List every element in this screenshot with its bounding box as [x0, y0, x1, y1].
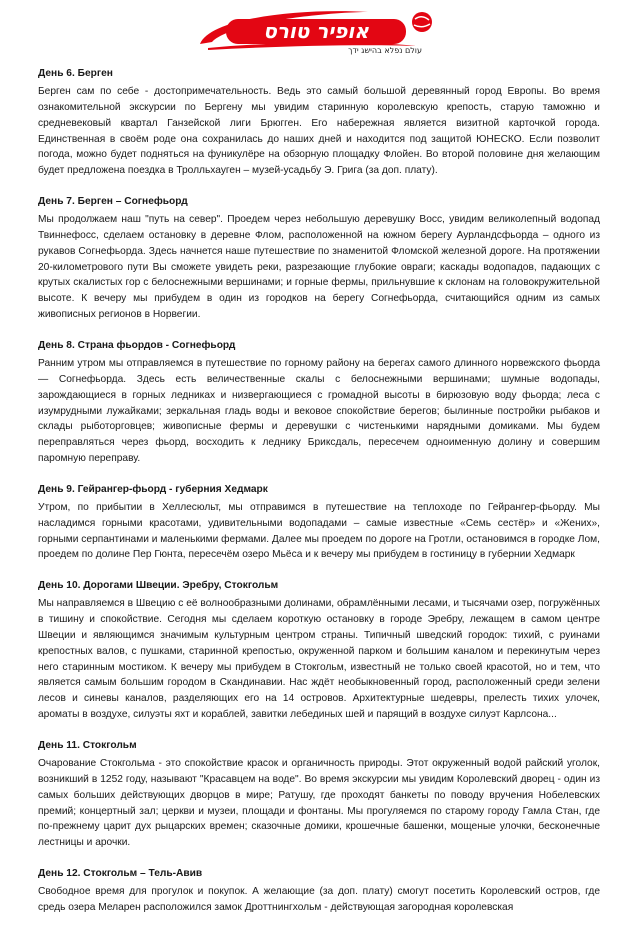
day-12-section — [38, 866, 600, 916]
day-description: Берген сам по себе - достопримечательность. Ведь это самый большой деревянный город Европы. Во время ознакомительной экскурсии по Бергену мы увидим старинную королевскую крепость, старую таможню и средневековый квартал Ганзейской лиги Брюгген. Его набережная является визитной карточкой города. Единственная в своём роде она сохранилась до наших дней и находится под защитой ЮНЕСКО. Если позволит погода, можно будет подняться на фуникулёре на обзорную площадку Флойен. Во второй половине дня желающим будет предложена поездка в Тролльхауген – музей-усадьбу Э. Грига (за доп. плату). — [38, 86, 600, 177]
day-title: День 10. Дорогами Швеции. Эребру, Стокгольм — [38, 580, 279, 592]
day-9-section — [38, 482, 600, 563]
day-description: Мы направляемся в Швецию с её волнообразными долинами, обрамлёнными лесами, и тысячами озер, погружённых в тишину и спокойствие. Сегодня мы сделаем короткую остановку в городе Эребру, лежащем в самом центре Швеции и являющимся значимым культурным центром страны. Типичный шведский городок: тихий, с руинами крепостных валов, с пушками, старинной крепостью, окруженной парком и большим каналом и перекинутым через него старинным мостиком. К вечеру мы прибудем в Стокгольм, известный не только своей красотой, но и тем, что является самым большим городом в Скандинавии. Нас ждёт необыкновенный город, расположенный среди зелени лесов и синевы каналов, разделяющих его на 14 островов. Архитектурные шедевры, прелесть тихих улочек, ароматы в воздухе, силуэты яхт и кораблей, завитки лебединых шей и парящий в воздухе силуэт Карлсона... — [38, 598, 600, 721]
day-title: День 9. Гейрангер-фьорд - губерния Хедмарк — [38, 483, 268, 495]
day-description: Очарование Стокгольма - это спокойствие красок и органичность природы. Этот окруженный водой райский уголок, возникший в 1252 году, называют "Красавцем на воде". Во время экскурсии мы увидим Королевский дворец - один из самых больших действующих дворцов в мире; Ратушу, где проходят банкеты по поводу вручения Нобелевских премий; концертный зал; церкви и музеи, площади и фонтаны. Мы прогуляемся по старому городу Гамла Стан, где по-прежнему царит дух рыцарских времен; сказочные домики, крошечные башенки, мощеные улочки, бесконечные лестницы и арочки. — [38, 758, 600, 849]
company-logo — [190, 4, 450, 56]
logo-slogan: עולם נפלא בהישג ידך — [348, 46, 422, 55]
day-6-section — [38, 66, 600, 179]
day-description: Свободное время для прогулок и покупок. А желающие (за доп. плату) смогут посетить Королевский остров, где средь озера Меларен расположился замок Дроттнингхольм - действующая загородная королевская — [38, 886, 600, 913]
logo-ball-icon — [412, 12, 432, 32]
itinerary-content — [38, 66, 600, 931]
day-description: Мы продолжаем наш "путь на север". Проедем через небольшую деревушку Восс, увидим великолепный водопад Твиннефосс, сделаем остановку в деревне Флом, расположенной на южном берегу Аурландсфьорда – одного из рукавов Согнефьорда. Здесь начнется наше путешествие по знаменитой Фломской железной дороге. На протяжении 20-километрового пути Вы сможете увидеть реки, разрезающие глубокие овраги; каскады водопадов, падающих с крутых скалистых гор с белоснежными вершинами; и горные фермы, прильнувшие к склонам на головокружительной высоте. К вечеру мы прибудем в один из городков на берегу Согнефьорда, считающийся одним из самых живописных регионов в Норвегии. — [38, 214, 600, 321]
day-description: Утром, по прибытии в Хеллесюльт, мы отправимся в путешествие на теплоходе по Гейрангер-фьорду. Мы насладимся горными красотами, удивительными водопадами – самые известные «Семь сестёр» и «Жених», горными серпантинами и маленькими фермами. Далее мы проедем по дороге на Гротли, остановимся в городке Лом, проедем по долине Пер Гюнта, пересечём озеро Мьёса и к вечеру мы прибудем в гостиницу в губернии Хедмарк — [38, 501, 600, 561]
day-11-section — [38, 738, 600, 851]
day-description: Ранним утром мы отправляемся в путешествие по горному району на берегах самого длинного норвежского фьорда — Согнефьорда. Здесь есть величественные скалы с белоснежными вершинами; шумные водопады, зарождающиеся в горных ледниках и низвергающиеся с громадной высоты в бирюзовую воду фьорда; леса с изумрудными лужайками; зеркальная гладь воды и вековое спокойствие берегов; былинные постройки рыбаков и склады рыботорговцев; живописные фермы и деревушки с чистенькими нарядными домиками. Мы будем переправляться через фьорд, восходить к леднику Бриксдаль, пересечем одноименную долину и совершим паромную переправу. — [38, 357, 600, 465]
day-8-section — [38, 338, 600, 467]
day-title: День 7. Берген – Согнефьорд — [38, 196, 188, 208]
day-title: День 8. Страна фьордов - Согнефьорд — [38, 339, 236, 351]
day-title: День 11. Стокгольм — [38, 740, 137, 751]
day-10-section — [38, 578, 600, 723]
day-title: День 6. Берген — [38, 68, 113, 79]
day-title: День 12. Стокгольм – Тель-Авив — [38, 868, 203, 880]
day-7-section — [38, 194, 600, 323]
logo-text: אופיר טורס — [263, 19, 369, 43]
